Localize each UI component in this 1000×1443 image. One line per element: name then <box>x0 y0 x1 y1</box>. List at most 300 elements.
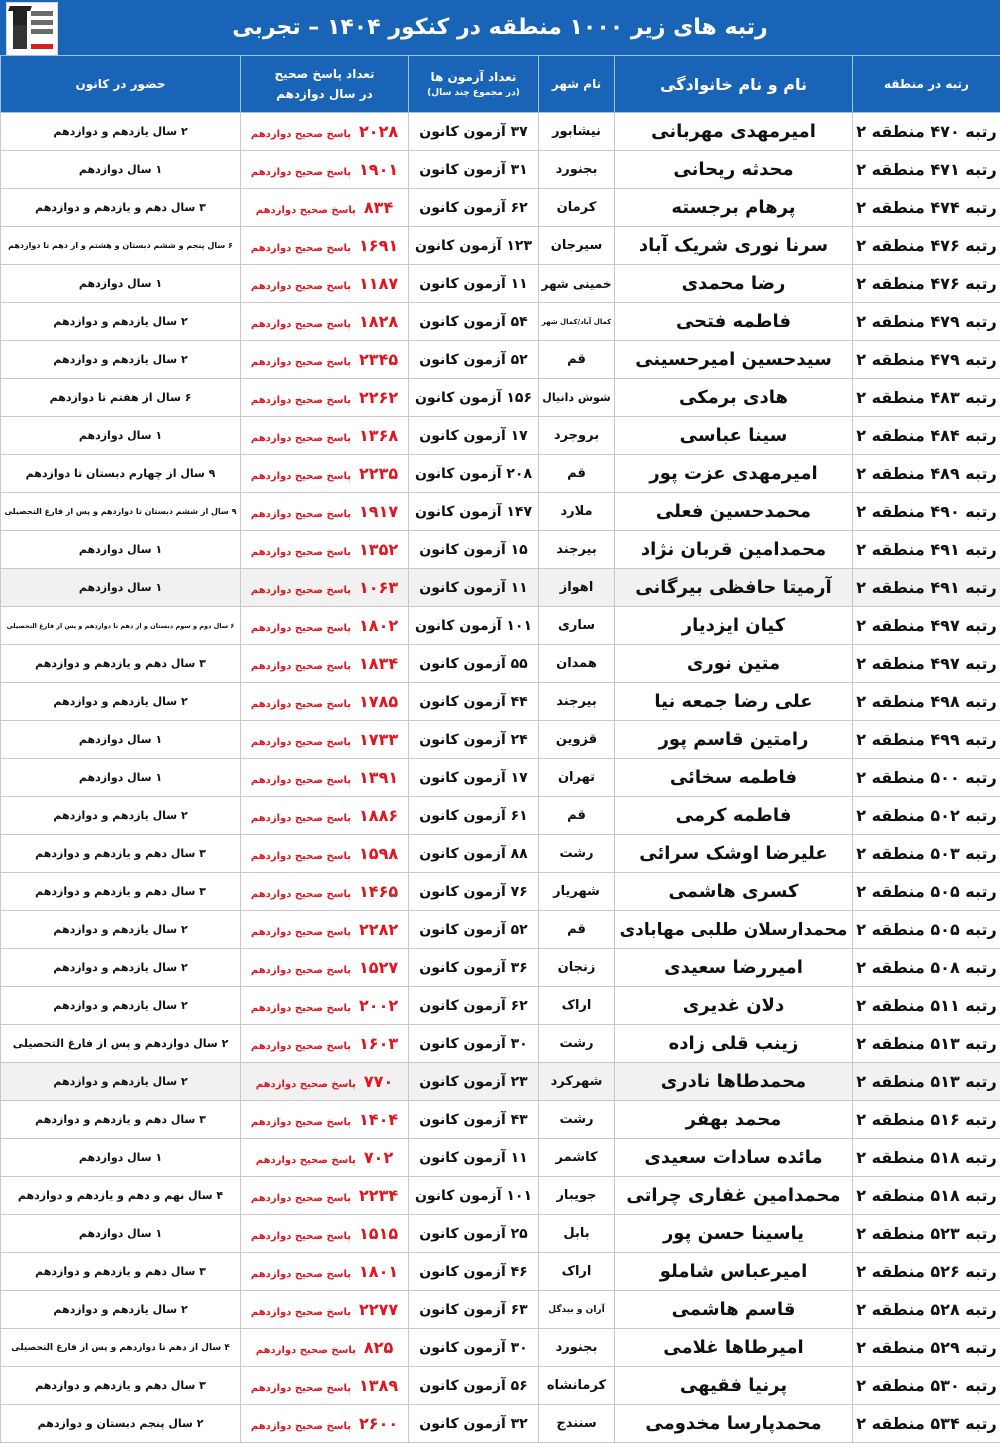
rank-cell: رتبه ۵۰۵ منطقه ۲ <box>853 911 1000 949</box>
name-cell: امیرمهدی عزت پور <box>615 455 853 493</box>
answers-label: پاسخ صحیح دوازدهم <box>256 1079 356 1090</box>
attendance-cell: ۱ سال دوازدهم <box>1 569 241 607</box>
answers-label: پاسخ صحیح دوازدهم <box>251 509 351 520</box>
table-row <box>1 569 1000 607</box>
answers-cell <box>241 493 409 531</box>
city-cell: جویبار <box>539 1177 615 1215</box>
exams-cell: ۷۶ آزمون کانون <box>409 873 539 911</box>
name-cell: امیرطاها غلامی <box>615 1329 853 1367</box>
city-cell: بابل <box>539 1215 615 1253</box>
exams-cell: ۱۲۳ آزمون کانون <box>409 227 539 265</box>
table-row <box>1 759 1000 797</box>
table-row <box>1 1177 1000 1215</box>
city-cell: شهرکرد <box>539 1063 615 1101</box>
table-row <box>1 645 1000 683</box>
answers-count: ۱۰۶۳ <box>359 578 398 597</box>
table-row <box>1 189 1000 227</box>
answers-cell <box>241 949 409 987</box>
answers-count: ۱۳۸۹ <box>359 1376 398 1395</box>
rank-cell: رتبه ۴۷۱ منطقه ۲ <box>853 151 1000 189</box>
exams-cell: ۶۲ آزمون کانون <box>409 189 539 227</box>
rank-cell: رتبه ۴۷۶ منطقه ۲ <box>853 227 1000 265</box>
city-cell: خمینی شهر <box>539 265 615 303</box>
table-row <box>1 1367 1000 1405</box>
answers-label: پاسخ صحیح دوازدهم <box>251 433 351 444</box>
rank-cell: رتبه ۵۰۲ منطقه ۲ <box>853 797 1000 835</box>
answers-cell <box>241 1367 409 1405</box>
page-title: رتبه های زیر ۱۰۰۰ منطقه در کنکور ۱۴۰۴ – تجربی <box>232 15 767 40</box>
city-cell: سنندج <box>539 1405 615 1443</box>
name-cell: محمدحسین فعلی <box>615 493 853 531</box>
answers-cell <box>241 1177 409 1215</box>
city-cell: ملارد <box>539 493 615 531</box>
table-row <box>1 1291 1000 1329</box>
exams-cell: ۶۲ آزمون کانون <box>409 987 539 1025</box>
answers-label: پاسخ صحیح دوازدهم <box>251 319 351 330</box>
answers-cell <box>241 455 409 493</box>
answers-label: پاسخ صحیح دوازدهم <box>251 357 351 368</box>
rank-cell: رتبه ۵۱۱ منطقه ۲ <box>853 987 1000 1025</box>
attendance-cell: ۲ سال پنجم دبستان و دوازدهم <box>1 1405 241 1443</box>
rank-cell: رتبه ۵۱۶ منطقه ۲ <box>853 1101 1000 1139</box>
name-cell: محمدامین غفاری چراتی <box>615 1177 853 1215</box>
exams-cell: ۶۱ آزمون کانون <box>409 797 539 835</box>
name-cell: امیرعباس شاملو <box>615 1253 853 1291</box>
answers-count: ۱۳۶۸ <box>359 426 398 445</box>
name-cell: علیرضا اوشک سرائی <box>615 835 853 873</box>
table-row <box>1 1101 1000 1139</box>
rank-cell: رتبه ۵۰۰ منطقه ۲ <box>853 759 1000 797</box>
answers-label: پاسخ صحیح دوازدهم <box>251 1003 351 1014</box>
attendance-cell: ۱ سال دوازدهم <box>1 721 241 759</box>
answers-count: ۱۹۱۷ <box>359 502 398 521</box>
city-cell: تهران <box>539 759 615 797</box>
answers-cell <box>241 759 409 797</box>
answers-cell <box>241 569 409 607</box>
answers-label: پاسخ صحیح دوازدهم <box>251 737 351 748</box>
attendance-cell: ۳ سال دهم و یازدهم و دوازدهم <box>1 189 241 227</box>
table-row <box>1 873 1000 911</box>
table-row <box>1 721 1000 759</box>
city-cell: قزوین <box>539 721 615 759</box>
answers-count: ۱۴۰۴ <box>359 1110 398 1129</box>
answers-label: پاسخ صحیح دوازدهم <box>251 585 351 596</box>
name-cell: رامتین قاسم پور <box>615 721 853 759</box>
exams-cell: ۱۱ آزمون کانون <box>409 569 539 607</box>
rank-cell: رتبه ۵۱۳ منطقه ۲ <box>853 1025 1000 1063</box>
name-cell: محمدارسلان طلبی مهابادی <box>615 911 853 949</box>
rank-cell: رتبه ۵۰۵ منطقه ۲ <box>853 873 1000 911</box>
answers-cell <box>241 797 409 835</box>
exams-cell: ۴۶ آزمون کانون <box>409 1253 539 1291</box>
table-body <box>1 113 1000 1443</box>
city-cell: بیرجند <box>539 683 615 721</box>
exams-cell: ۳۷ آزمون کانون <box>409 113 539 151</box>
answers-count: ۲۲۳۵ <box>359 464 398 483</box>
attendance-cell: ۶ سال دوم و سوم دبستان و از دهم تا دوازدهم و پس از فارغ التحصیلی <box>1 607 241 645</box>
name-cell: امیرمهدی مهربانی <box>615 113 853 151</box>
attendance-cell: ۳ سال دهم و یازدهم و دوازدهم <box>1 1253 241 1291</box>
attendance-cell: ۲ سال یازدهم و دوازدهم <box>1 683 241 721</box>
city-cell: بجنورد <box>539 151 615 189</box>
answers-cell <box>241 1253 409 1291</box>
answers-count: ۱۷۸۵ <box>359 692 398 711</box>
name-cell: پرهام برجسته <box>615 189 853 227</box>
answers-label: پاسخ صحیح دوازدهم <box>251 661 351 672</box>
name-cell: محمدامین قربان نژاد <box>615 531 853 569</box>
city-cell: سیرجان <box>539 227 615 265</box>
city-cell: کاشمر <box>539 1139 615 1177</box>
answers-cell <box>241 835 409 873</box>
title-bar <box>0 0 1000 55</box>
answers-label: پاسخ صحیح دوازدهم <box>251 927 351 938</box>
attendance-cell: ۲ سال یازدهم و دوازدهم <box>1 341 241 379</box>
answers-label: پاسخ صحیح دوازدهم <box>251 471 351 482</box>
answers-cell <box>241 1139 409 1177</box>
name-cell: کیان ایزدیار <box>615 607 853 645</box>
answers-count: ۱۵۹۸ <box>359 844 398 863</box>
answers-cell <box>241 227 409 265</box>
table-row <box>1 1215 1000 1253</box>
answers-cell <box>241 303 409 341</box>
exams-cell: ۳۲ آزمون کانون <box>409 1405 539 1443</box>
name-cell: محمد بهفر <box>615 1101 853 1139</box>
answers-cell <box>241 1025 409 1063</box>
answers-label: پاسخ صحیح دوازدهم <box>251 775 351 786</box>
answers-cell <box>241 1101 409 1139</box>
rank-cell: رتبه ۴۸۳ منطقه ۲ <box>853 379 1000 417</box>
answers-count: ۸۳۴ <box>364 198 393 217</box>
answers-label: پاسخ صحیح دوازدهم <box>251 129 351 140</box>
answers-count: ۱۵۱۵ <box>359 1224 398 1243</box>
name-cell: هادی برمکی <box>615 379 853 417</box>
name-cell: قاسم هاشمی <box>615 1291 853 1329</box>
header-exams <box>409 56 539 113</box>
exams-cell: ۵۵ آزمون کانون <box>409 645 539 683</box>
rank-table <box>0 55 1000 1443</box>
name-cell: دلان غدیری <box>615 987 853 1025</box>
exams-cell: ۱۴۷ آزمون کانون <box>409 493 539 531</box>
attendance-cell: ۹ سال از ششم دبستان تا دوازدهم و پس از فارغ التحصیلی <box>1 493 241 531</box>
answers-cell <box>241 607 409 645</box>
table-row <box>1 1405 1000 1443</box>
answers-cell <box>241 1405 409 1443</box>
name-cell: سینا عباسی <box>615 417 853 455</box>
table-row <box>1 341 1000 379</box>
rank-cell: رتبه ۴۸۹ منطقه ۲ <box>853 455 1000 493</box>
answers-label: پاسخ صحیح دوازدهم <box>251 547 351 558</box>
table-row <box>1 949 1000 987</box>
city-cell: اراک <box>539 1253 615 1291</box>
rank-cell: رتبه ۵۲۶ منطقه ۲ <box>853 1253 1000 1291</box>
rank-cell: رتبه ۴۹۷ منطقه ۲ <box>853 607 1000 645</box>
attendance-cell: ۱ سال دوازدهم <box>1 1215 241 1253</box>
city-cell: کرمانشاه <box>539 1367 615 1405</box>
exams-cell: ۵۲ آزمون کانون <box>409 341 539 379</box>
city-cell: رشت <box>539 835 615 873</box>
answers-label: پاسخ صحیح دوازدهم <box>251 167 351 178</box>
table-row <box>1 379 1000 417</box>
attendance-cell: ۶ سال از هفتم تا دوازدهم <box>1 379 241 417</box>
city-cell: نیشابور <box>539 113 615 151</box>
table-row <box>1 797 1000 835</box>
answers-count: ۸۲۵ <box>364 1338 393 1357</box>
city-cell: اراک <box>539 987 615 1025</box>
city-cell: همدان <box>539 645 615 683</box>
answers-cell <box>241 1063 409 1101</box>
answers-count: ۱۳۹۱ <box>359 768 398 787</box>
answers-cell <box>241 113 409 151</box>
answers-count: ۷۷۰ <box>364 1072 393 1091</box>
rank-cell: رتبه ۴۹۰ منطقه ۲ <box>853 493 1000 531</box>
name-cell: محمدطاها نادری <box>615 1063 853 1101</box>
rank-cell: رتبه ۴۹۱ منطقه ۲ <box>853 531 1000 569</box>
exams-cell: ۲۵ آزمون کانون <box>409 1215 539 1253</box>
answers-cell <box>241 341 409 379</box>
rank-cell: رتبه ۴۹۸ منطقه ۲ <box>853 683 1000 721</box>
answers-count: ۱۹۰۱ <box>359 160 398 179</box>
table-row <box>1 1139 1000 1177</box>
header-city: نام شهر <box>539 56 615 113</box>
answers-label: پاسخ صحیح دوازدهم <box>251 1193 351 1204</box>
answers-cell <box>241 1215 409 1253</box>
rank-cell: رتبه ۴۹۹ منطقه ۲ <box>853 721 1000 759</box>
answers-count: ۱۷۳۳ <box>359 730 398 749</box>
answers-count: ۱۱۸۷ <box>359 274 398 293</box>
answers-label: پاسخ صحیح دوازدهم <box>251 1231 351 1242</box>
exams-cell: ۳۰ آزمون کانون <box>409 1025 539 1063</box>
answers-cell <box>241 721 409 759</box>
exams-cell: ۲۴ آزمون کانون <box>409 721 539 759</box>
exams-cell: ۳۱ آزمون کانون <box>409 151 539 189</box>
answers-cell <box>241 151 409 189</box>
rank-cell: رتبه ۵۲۸ منطقه ۲ <box>853 1291 1000 1329</box>
city-cell: ساری <box>539 607 615 645</box>
attendance-cell: ۲ سال یازدهم و دوازدهم <box>1 949 241 987</box>
name-cell: مائده سادات سعیدی <box>615 1139 853 1177</box>
table-row <box>1 265 1000 303</box>
answers-count: ۱۸۸۶ <box>359 806 398 825</box>
table-row <box>1 531 1000 569</box>
answers-label: پاسخ صحیح دوازدهم <box>256 1345 356 1356</box>
answers-label: پاسخ صحیح دوازدهم <box>256 205 356 216</box>
header-attendance: حضور در کانون <box>1 56 241 113</box>
attendance-cell: ۲ سال یازدهم و دوازدهم <box>1 303 241 341</box>
table-row <box>1 1329 1000 1367</box>
answers-count: ۲۲۷۷ <box>359 1300 398 1319</box>
answers-cell <box>241 417 409 455</box>
exams-cell: ۸۸ آزمون کانون <box>409 835 539 873</box>
exams-cell: ۱۱ آزمون کانون <box>409 1139 539 1177</box>
answers-label: پاسخ صحیح دوازدهم <box>251 813 351 824</box>
answers-label: پاسخ صحیح دوازدهم <box>251 1421 351 1432</box>
answers-count: ۲۰۲۸ <box>359 122 398 141</box>
answers-count: ۲۰۰۲ <box>359 996 398 1015</box>
answers-cell <box>241 987 409 1025</box>
exams-cell: ۳۰ آزمون کانون <box>409 1329 539 1367</box>
attendance-cell: ۳ سال دهم و یازدهم و دوازدهم <box>1 835 241 873</box>
table-row <box>1 113 1000 151</box>
answers-label: پاسخ صحیح دوازدهم <box>251 623 351 634</box>
rank-cell: رتبه ۴۸۴ منطقه ۲ <box>853 417 1000 455</box>
attendance-cell: ۶ سال پنجم و ششم دبستان و هشتم و از دهم تا دوازدهم <box>1 227 241 265</box>
logo-red-bar <box>31 44 53 49</box>
table-header-row <box>1 56 1000 113</box>
header-answers-line2: در سال دوازدهم <box>243 87 406 101</box>
attendance-cell: ۹ سال از چهارم دبستان تا دوازدهم <box>1 455 241 493</box>
answers-cell <box>241 645 409 683</box>
name-cell: پرنیا فقیهی <box>615 1367 853 1405</box>
city-cell: بیرجند <box>539 531 615 569</box>
city-cell: زنجان <box>539 949 615 987</box>
answers-cell <box>241 531 409 569</box>
name-cell: علی رضا جمعه نیا <box>615 683 853 721</box>
city-cell: رشت <box>539 1025 615 1063</box>
table-row <box>1 493 1000 531</box>
answers-count: ۲۲۳۴ <box>359 1186 398 1205</box>
header-answers-line1: تعداد پاسخ صحیح <box>243 67 406 81</box>
answers-count: ۱۴۶۵ <box>359 882 398 901</box>
name-cell: کسری هاشمی <box>615 873 853 911</box>
header-answers <box>241 56 409 113</box>
city-cell: کمال آباد/کمال شهر <box>539 303 615 341</box>
attendance-cell: ۱ سال دوازدهم <box>1 417 241 455</box>
name-cell: رضا محمدی <box>615 265 853 303</box>
attendance-cell: ۲ سال یازدهم و دوازدهم <box>1 113 241 151</box>
exams-cell: ۵۶ آزمون کانون <box>409 1367 539 1405</box>
answers-cell <box>241 189 409 227</box>
attendance-cell: ۱ سال دوازدهم <box>1 531 241 569</box>
table-row <box>1 1063 1000 1101</box>
answers-label: پاسخ صحیح دوازدهم <box>251 1307 351 1318</box>
kanoon-logo <box>6 2 58 56</box>
exams-cell: ۴۳ آزمون کانون <box>409 1101 539 1139</box>
answers-label: پاسخ صحیح دوازدهم <box>251 281 351 292</box>
answers-label: پاسخ صحیح دوازدهم <box>251 1383 351 1394</box>
table-row <box>1 303 1000 341</box>
answers-cell <box>241 379 409 417</box>
answers-count: ۲۳۴۵ <box>359 350 398 369</box>
table-row <box>1 911 1000 949</box>
table-row <box>1 151 1000 189</box>
rank-cell: رتبه ۴۷۴ منطقه ۲ <box>853 189 1000 227</box>
answers-count: ۱۶۰۳ <box>359 1034 398 1053</box>
rank-cell: رتبه ۴۹۷ منطقه ۲ <box>853 645 1000 683</box>
header-name: نام و نام خانوادگی <box>615 56 853 113</box>
attendance-cell: ۲ سال یازدهم و دوازدهم <box>1 797 241 835</box>
exams-cell: ۱۵۶ آزمون کانون <box>409 379 539 417</box>
name-cell: محمدپارسا مخدومی <box>615 1405 853 1443</box>
rank-cell: رتبه ۵۰۳ منطقه ۲ <box>853 835 1000 873</box>
answers-cell <box>241 911 409 949</box>
header-exams-line2: (در مجموع چند سال) <box>411 88 536 98</box>
city-cell: قم <box>539 455 615 493</box>
answers-cell <box>241 873 409 911</box>
rank-cell: رتبه ۴۷۶ منطقه ۲ <box>853 265 1000 303</box>
city-cell: شوش دانیال <box>539 379 615 417</box>
name-cell: فاطمه سخائی <box>615 759 853 797</box>
city-cell: کرمان <box>539 189 615 227</box>
answers-label: پاسخ صحیح دوازدهم <box>251 1269 351 1280</box>
rank-cell: رتبه ۵۱۸ منطقه ۲ <box>853 1139 1000 1177</box>
answers-count: ۱۸۳۴ <box>359 654 398 673</box>
table-row <box>1 607 1000 645</box>
attendance-cell: ۱ سال دوازدهم <box>1 265 241 303</box>
graduate-figure-icon <box>13 25 27 49</box>
name-cell: آرمیتا حافظی بیرگانی <box>615 569 853 607</box>
table-row <box>1 1253 1000 1291</box>
attendance-cell: ۳ سال دهم و یازدهم و دوازدهم <box>1 645 241 683</box>
answers-label: پاسخ صحیح دوازدهم <box>256 1155 356 1166</box>
attendance-cell: ۱ سال دوازدهم <box>1 151 241 189</box>
city-cell: شهریار <box>539 873 615 911</box>
answers-count: ۱۸۰۱ <box>359 1262 398 1281</box>
table-row <box>1 227 1000 265</box>
exams-cell: ۱۰۱ آزمون کانون <box>409 607 539 645</box>
rank-cell: رتبه ۵۳۰ منطقه ۲ <box>853 1367 1000 1405</box>
rank-cell: رتبه ۵۰۸ منطقه ۲ <box>853 949 1000 987</box>
answers-count: ۱۸۰۲ <box>359 616 398 635</box>
attendance-cell: ۲ سال یازدهم و دوازدهم <box>1 987 241 1025</box>
answers-label: پاسخ صحیح دوازدهم <box>251 965 351 976</box>
answers-label: پاسخ صحیح دوازدهم <box>251 395 351 406</box>
answers-label: پاسخ صحیح دوازدهم <box>251 699 351 710</box>
name-cell: متین نوری <box>615 645 853 683</box>
city-cell: قم <box>539 797 615 835</box>
exams-cell: ۶۳ آزمون کانون <box>409 1291 539 1329</box>
city-cell: رشت <box>539 1101 615 1139</box>
exams-cell: ۲۰۸ آزمون کانون <box>409 455 539 493</box>
name-cell: امیررضا سعیدی <box>615 949 853 987</box>
name-cell: زینب قلی زاده <box>615 1025 853 1063</box>
rank-cell: رتبه ۴۹۱ منطقه ۲ <box>853 569 1000 607</box>
rank-cell: رتبه ۵۱۳ منطقه ۲ <box>853 1063 1000 1101</box>
rank-cell: رتبه ۵۲۹ منطقه ۲ <box>853 1329 1000 1367</box>
logo-text-lines <box>31 11 53 38</box>
answers-label: پاسخ صحیح دوازدهم <box>251 889 351 900</box>
answers-cell <box>241 265 409 303</box>
attendance-cell: ۳ سال دهم و یازدهم و دوازدهم <box>1 1101 241 1139</box>
attendance-cell: ۲ سال یازدهم و دوازدهم <box>1 1291 241 1329</box>
name-cell: محدثه ریحانی <box>615 151 853 189</box>
header-rank: رتبه در منطقه <box>853 56 1000 113</box>
table-row <box>1 683 1000 721</box>
city-cell: قم <box>539 911 615 949</box>
name-cell: سیدحسین امیرحسینی <box>615 341 853 379</box>
exams-cell: ۲۳ آزمون کانون <box>409 1063 539 1101</box>
rank-cell: رتبه ۵۱۸ منطقه ۲ <box>853 1177 1000 1215</box>
rank-cell: رتبه ۴۷۰ منطقه ۲ <box>853 113 1000 151</box>
answers-cell <box>241 1291 409 1329</box>
name-cell: سرنا نوری شریک آباد <box>615 227 853 265</box>
attendance-cell: ۴ سال نهم و دهم و یازدهم و دوازدهم <box>1 1177 241 1215</box>
attendance-cell: ۱ سال دوازدهم <box>1 1139 241 1177</box>
attendance-cell: ۱ سال دوازدهم <box>1 759 241 797</box>
city-cell: اهواز <box>539 569 615 607</box>
rank-cell: رتبه ۵۳۴ منطقه ۲ <box>853 1405 1000 1443</box>
exams-cell: ۱۱ آزمون کانون <box>409 265 539 303</box>
answers-count: ۲۲۶۲ <box>359 388 398 407</box>
exams-cell: ۳۶ آزمون کانون <box>409 949 539 987</box>
graduate-cap-icon <box>13 9 27 25</box>
exams-cell: ۵۲ آزمون کانون <box>409 911 539 949</box>
name-cell: یاسینا حسن پور <box>615 1215 853 1253</box>
city-cell: آران و بیدگل <box>539 1291 615 1329</box>
table-row <box>1 1025 1000 1063</box>
answers-count: ۱۶۹۱ <box>359 236 398 255</box>
name-cell: فاطمه کرمی <box>615 797 853 835</box>
city-cell: قم <box>539 341 615 379</box>
